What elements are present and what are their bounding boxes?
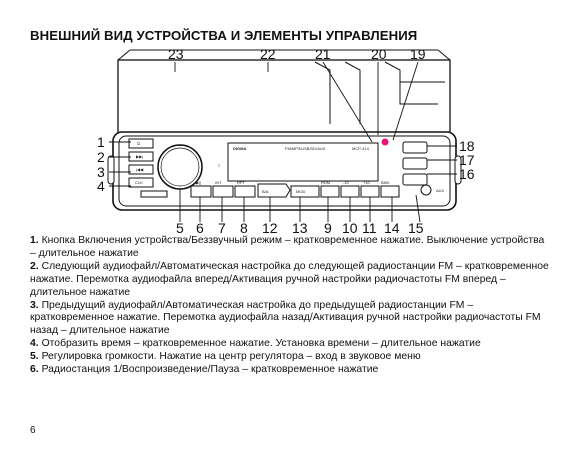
- ir-sensor-icon: [382, 139, 389, 146]
- ba-label: B/A: [262, 189, 269, 194]
- callout-20: 20: [371, 46, 387, 62]
- mounting-sleeve: [118, 50, 450, 138]
- power-icon: ⏻: [137, 141, 141, 146]
- callout-15: 15: [408, 220, 424, 235]
- callout-1: 1: [97, 134, 105, 150]
- rdm-label: RDM: [321, 180, 331, 185]
- bnd-label: BND: [381, 180, 390, 185]
- description-item-3: 3. Предыдущий аудиофайл/Автоматическая настройка до предыдущей радиостанции FM – кратковременное нажатие. Перемотка аудиофайла назад/Активация ручной настройки радиочастоты FM назад – длительное нажатие: [30, 299, 541, 337]
- callout-6: 6: [196, 220, 204, 235]
- callout-9: 9: [324, 220, 332, 235]
- callout-10: 10: [342, 220, 358, 235]
- description-item-1: 1. Кнопка Включения устройства/Беззвучный режим – кратковременное нажатие. Выключение устройства – длительное нажатие: [30, 235, 545, 259]
- callout-22: 22: [260, 46, 276, 62]
- description-item-4: 4. Отобразить время – кратковременное нажатие. Установка времени – длительное нажатие: [30, 338, 481, 350]
- page-number: 6: [30, 425, 36, 436]
- callout-13: 13: [292, 220, 308, 235]
- callout-21: 21: [315, 46, 331, 62]
- int-label: INT: [215, 180, 222, 185]
- callout-5: 5: [176, 220, 184, 235]
- prev-icon: |◀◀: [136, 167, 144, 172]
- callout-12: 12: [262, 220, 278, 235]
- sd-slot: [403, 158, 427, 169]
- brand-logo: DIGMA: [233, 146, 247, 151]
- callout-11: 11: [362, 220, 377, 235]
- page-title: ВНЕШНИЙ ВИД УСТРОЙСТВА И ЭЛЕМЕНТЫ УПРАВЛЕНИЯ: [30, 28, 418, 43]
- clock-icon: CLK: [135, 180, 143, 185]
- minus10-label: -10: [343, 180, 349, 185]
- description-item-5: 5. Регулировка громкости. Нажатие на центр регулятора – вход в звуковое меню: [30, 351, 421, 363]
- callout-14: 14: [384, 220, 400, 235]
- description-item-2: 2. Следующий аудиофайл/Автоматическая настройка до следующей радиостанции FM – кратковременное нажатие. Перемотка аудиофайла вперед/Активация ручной настройки радиочастоты FM вперед – длительное нажатие: [30, 260, 549, 298]
- usb-port: [403, 142, 427, 153]
- next-icon: ▶▶|: [136, 154, 144, 159]
- aux-label: AUX: [436, 188, 445, 193]
- model-label: MCP-414: [352, 146, 369, 151]
- mod-label: MOD: [296, 189, 306, 194]
- callout-8: 8: [240, 220, 248, 235]
- callout-16: 16: [459, 166, 475, 182]
- callout-17: 17: [459, 152, 475, 168]
- play-pause-icon: ▶||: [196, 180, 202, 185]
- bluetooth-icon: ᛒ: [218, 163, 221, 168]
- description-item-6: 6. Радиостанция 1/Воспроизведение/Пауза – кратковременное нажатие: [30, 364, 379, 376]
- aux-jack: [421, 185, 431, 195]
- callout-3: 3: [97, 164, 105, 180]
- callout-18: 18: [459, 138, 475, 154]
- callout-2: 2: [97, 149, 105, 165]
- callout-23: 23: [168, 46, 184, 62]
- plus10-label: +10: [363, 180, 370, 185]
- callout-4: 4: [97, 178, 105, 194]
- display-caption: FM/MP3/USB/SD/AUX: [285, 146, 326, 151]
- description-list: [30, 235, 550, 377]
- callout-7: 7: [218, 220, 226, 235]
- callout-19: 19: [410, 46, 426, 62]
- rpt-label: RPT: [237, 180, 245, 185]
- front-panel: [108, 132, 461, 210]
